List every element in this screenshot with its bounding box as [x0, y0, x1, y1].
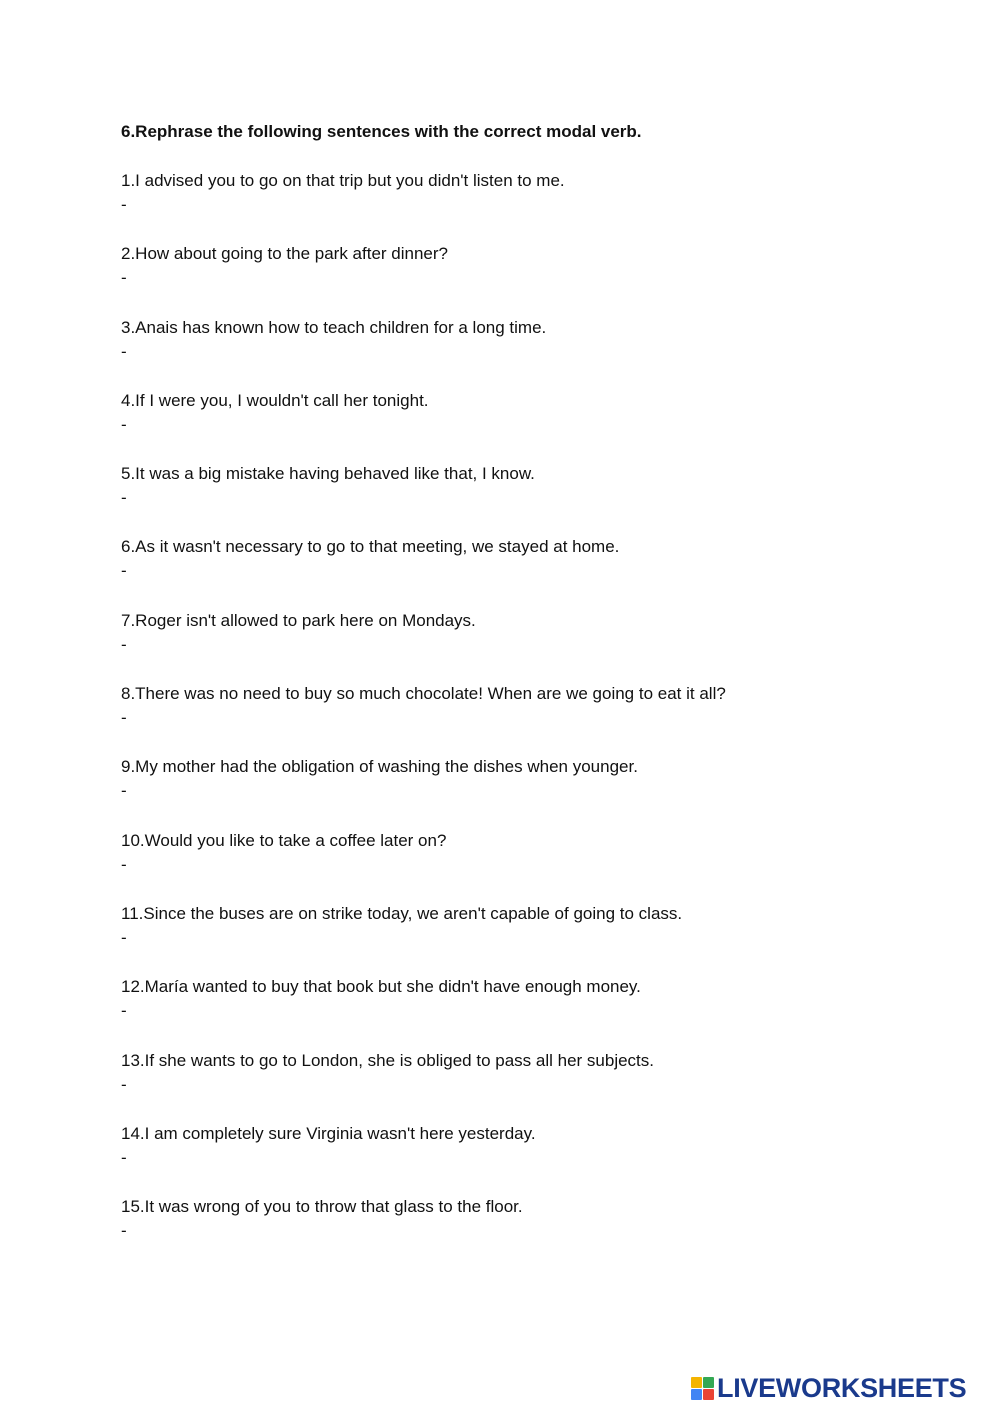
answer-dash: - [121, 414, 127, 434]
answer-line [121, 267, 771, 289]
answer-input[interactable] [127, 1074, 771, 1096]
answer-input[interactable] [127, 194, 771, 216]
question-item [121, 903, 771, 976]
answer-line [121, 487, 771, 509]
question-text: 1.I advised you to go on that trip but you didn't listen to me. [121, 171, 565, 190]
question-text: 12.María wanted to buy that book but she didn't have enough money. [121, 977, 641, 997]
answer-line [121, 341, 771, 363]
answer-dash: - [121, 854, 127, 874]
answer-dash: - [121, 634, 127, 654]
answer-dash: - [121, 195, 127, 214]
answer-input[interactable] [127, 707, 771, 729]
answer-line [121, 1074, 771, 1096]
answer-dash: - [121, 1147, 127, 1167]
answer-line [121, 1147, 771, 1169]
exercise-heading: 6.Rephrase the following sentences with the correct modal verb. [121, 122, 642, 141]
question-item [121, 390, 771, 463]
answer-input[interactable] [127, 1147, 771, 1169]
question-item [121, 1196, 771, 1269]
answer-line [121, 780, 771, 802]
question-text: 9.My mother had the obligation of washing the dishes when younger. [121, 757, 638, 777]
question-text: 6.As it wasn't necessary to go to that meeting, we stayed at home. [121, 537, 620, 557]
question-text: 8.There was no need to buy so much chocolate! When are we going to eat it all? [121, 684, 726, 704]
answer-line [121, 854, 771, 876]
answer-line [121, 1220, 771, 1242]
question-text: 15.It was wrong of you to throw that glass to the floor. [121, 1197, 523, 1217]
answer-dash: - [121, 561, 127, 581]
answer-line [121, 707, 771, 729]
answer-input[interactable] [127, 1000, 771, 1022]
answer-input[interactable] [127, 927, 771, 949]
answer-dash: - [121, 708, 127, 728]
question-item [121, 536, 771, 609]
answer-input[interactable] [127, 487, 771, 509]
answer-dash: - [121, 781, 127, 801]
answer-input[interactable] [127, 560, 771, 582]
logo-square-blue [691, 1389, 702, 1400]
question-text: 14.I am completely sure Virginia wasn't here yesterday. [121, 1123, 536, 1143]
question-text: 2.How about going to the park after dinner? [121, 244, 448, 264]
answer-dash: - [121, 1001, 127, 1021]
answer-line [121, 927, 771, 949]
question-item [121, 243, 771, 316]
answer-input[interactable] [127, 341, 771, 363]
answer-dash: - [121, 1074, 127, 1094]
question-item [121, 976, 771, 1049]
answer-dash: - [121, 1221, 127, 1241]
question-list [121, 170, 771, 1269]
answer-line [121, 194, 771, 216]
answer-line [121, 414, 771, 436]
answer-input[interactable] [127, 854, 771, 876]
question-item [121, 1050, 771, 1123]
question-item [121, 683, 771, 756]
question-text: 4.If I were you, I wouldn't call her tonight. [121, 390, 429, 410]
question-text: 3.Anais has known how to teach children for a long time. [121, 317, 547, 337]
logo-square-green [703, 1377, 714, 1388]
answer-input[interactable] [127, 1220, 771, 1242]
answer-line [121, 560, 771, 582]
liveworksheets-logo [691, 1373, 966, 1403]
answer-dash: - [121, 927, 127, 947]
question-item [121, 610, 771, 683]
question-text: 5.It was a big mistake having behaved like that, I know. [121, 464, 535, 484]
question-item [121, 1123, 771, 1196]
question-text: 11.Since the buses are on strike today, we aren't capable of going to class. [121, 903, 683, 923]
answer-line [121, 1000, 771, 1022]
question-text: 7.Roger isn't allowed to park here on Mondays. [121, 610, 476, 630]
logo-square-red [703, 1389, 714, 1400]
question-item [121, 756, 771, 829]
question-text: 13.If she wants to go to London, she is obliged to pass all her subjects. [121, 1050, 655, 1070]
logo-square-yellow [691, 1377, 702, 1388]
answer-input[interactable] [127, 414, 771, 436]
logo-wordmark: LIVEWORKSHEETS [717, 1373, 967, 1403]
answer-input[interactable] [127, 634, 771, 656]
question-item [121, 317, 771, 390]
question-text: 10.Would you like to take a coffee later on? [121, 830, 447, 850]
question-item [121, 830, 771, 903]
answer-input[interactable] [127, 780, 771, 802]
answer-dash: - [121, 341, 127, 361]
question-item [121, 463, 771, 536]
liveworksheets-logo-icon [691, 1377, 714, 1400]
answer-dash: - [121, 488, 127, 508]
answer-line [121, 634, 771, 656]
answer-input[interactable] [127, 267, 771, 289]
question-item [121, 170, 771, 243]
answer-dash: - [121, 268, 127, 288]
